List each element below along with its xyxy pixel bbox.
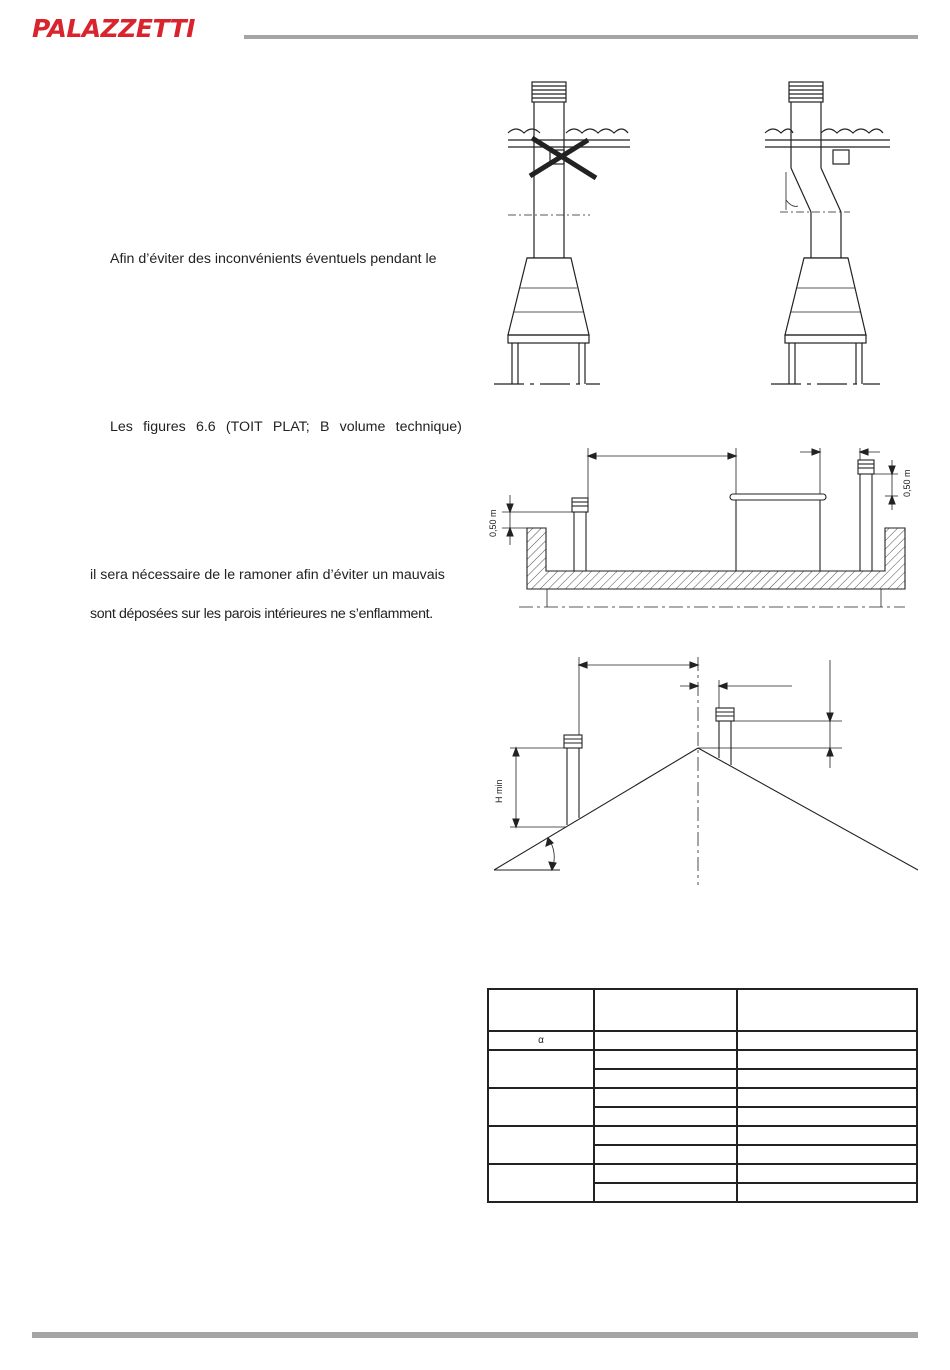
footer-rule [32,1332,918,1338]
word: PLAT; [272,419,310,435]
table-row [488,1164,917,1183]
table-cell [594,1145,737,1164]
table-cell [488,1088,594,1126]
table-header-row [488,989,917,1031]
chimney-cap [532,82,566,102]
table-cell [737,1183,917,1202]
paragraph-line-1: Afin d’éviter des inconvénients éventuels pendant le [110,251,437,267]
table-cell [594,1031,737,1050]
table-cell [594,1088,737,1107]
table-row [488,1126,917,1145]
table-cell [488,989,594,1031]
table-cell [737,1107,917,1126]
cross-mark [530,138,596,178]
alpha-cell: α [488,1031,594,1050]
flat-roof-drawing [502,448,905,607]
table-cell [737,989,917,1031]
word: (TOIT [225,419,263,435]
word: B [319,419,330,435]
word: technique) [395,419,462,435]
word: figures [143,419,186,435]
chimney-cap [789,82,823,102]
table-cell [594,1126,737,1145]
flat-roof-height-label-right: 0,50 m [902,469,912,497]
table-cell [594,1069,737,1088]
pitched-roof-drawing [494,657,918,885]
paragraph-line-4: sont déposées sur les parois intérieures ne s’enflamment. [90,606,433,622]
table-cell [737,1164,917,1183]
angle-height-table [487,988,918,1203]
chimney-incorrect-drawing [494,82,630,384]
table-cell [488,1050,594,1088]
table-cell [594,989,737,1031]
table-cell [488,1126,594,1164]
flat-roof-height-label-left: 0,50 m [488,509,498,537]
h-min-label: H min [494,779,504,803]
table-row [488,1031,917,1050]
brand-logo: PALAZZETTI [32,14,195,43]
word: Les [110,419,133,435]
table-cell [488,1164,594,1202]
word: 6.6 [195,419,216,435]
table-row [488,1088,917,1107]
table-cell [737,1145,917,1164]
table-cell [737,1050,917,1069]
paragraph-line-3: il sera nécessaire de le ramoner afin d’éviter un mauvais [90,567,445,583]
table-cell [737,1126,917,1145]
table-cell [594,1050,737,1069]
table-cell [737,1069,917,1088]
table-row [488,1050,917,1069]
table-cell [594,1183,737,1202]
table-cell [737,1088,917,1107]
word: volume [339,419,386,435]
chimney-correct-drawing [765,82,890,384]
table-cell [594,1107,737,1126]
table-cell [594,1164,737,1183]
table-cell [737,1031,917,1050]
